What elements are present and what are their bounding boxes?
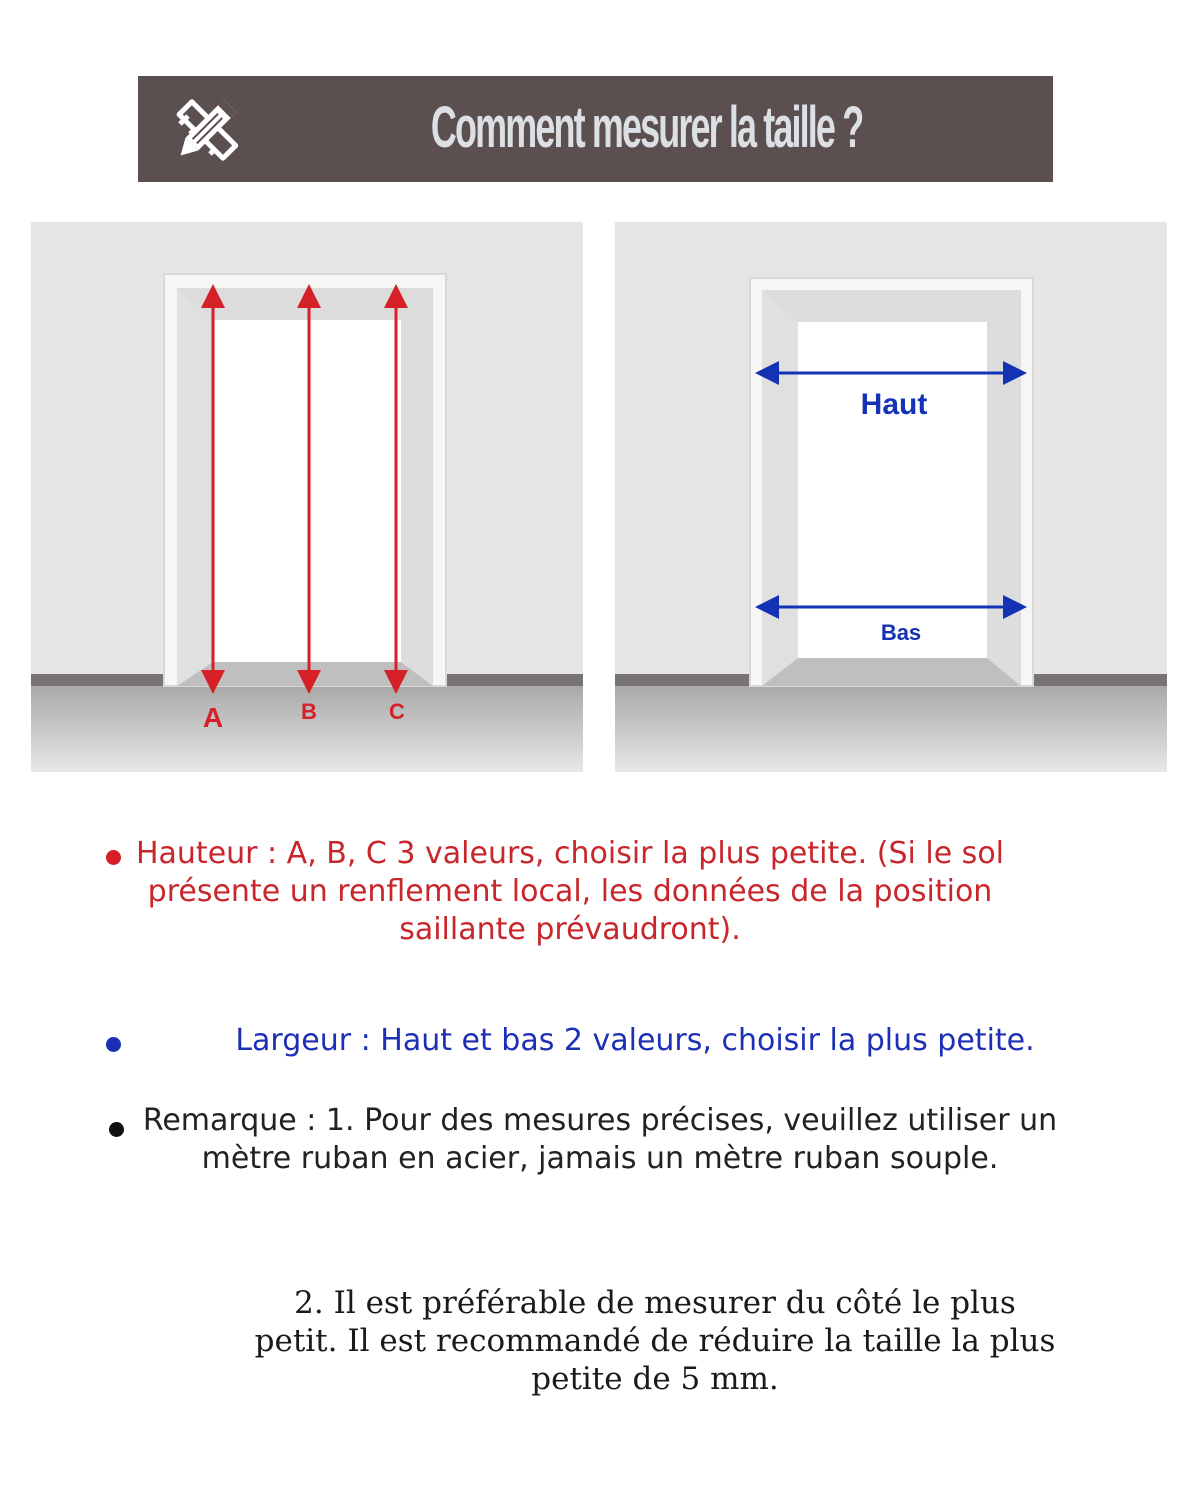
baseboard-left bbox=[615, 674, 750, 686]
width-instruction: Largeur : Haut et bas 2 valeurs, choisir la plus petite. bbox=[235, 1023, 1035, 1058]
remark-instruction: Remarque : 1. Pour des mesures précises, veuillez utiliser un mètre ruban en acier, jamais un mètre ruban souple. bbox=[142, 1103, 1058, 1176]
height-instruction: Hauteur : A, B, C 3 valeurs, choisir la plus petite. (Si le sol présente un renflement local, les données de la position saillante prévaudront). bbox=[135, 836, 1005, 947]
header-banner bbox=[138, 76, 1053, 182]
tip-instruction: 2. Il est préférable de mesurer du côté le plus petit. Il est recommandé de réduire la taille la plus petite de 5 mm. bbox=[254, 1285, 1056, 1397]
label-bottom: Bas bbox=[880, 620, 922, 645]
label-c: C bbox=[389, 699, 405, 724]
bullet-height bbox=[106, 850, 121, 865]
label-b: B bbox=[301, 699, 317, 724]
label-a: A bbox=[202, 702, 224, 733]
page-title: Comment mesurer la taille ? bbox=[430, 95, 863, 160]
height-measure-illustration bbox=[31, 222, 583, 772]
label-top: Haut bbox=[860, 388, 928, 421]
baseboard-right bbox=[1033, 674, 1167, 686]
baseboard-left bbox=[31, 674, 166, 686]
bullet-remark bbox=[109, 1122, 124, 1137]
floor bbox=[31, 684, 583, 772]
bullet-width bbox=[106, 1037, 121, 1052]
width-measure-illustration bbox=[615, 222, 1167, 772]
ruler-pencil-icon bbox=[168, 90, 244, 168]
baseboard-right bbox=[446, 674, 583, 686]
floor bbox=[615, 684, 1167, 772]
door-frame bbox=[164, 274, 446, 686]
